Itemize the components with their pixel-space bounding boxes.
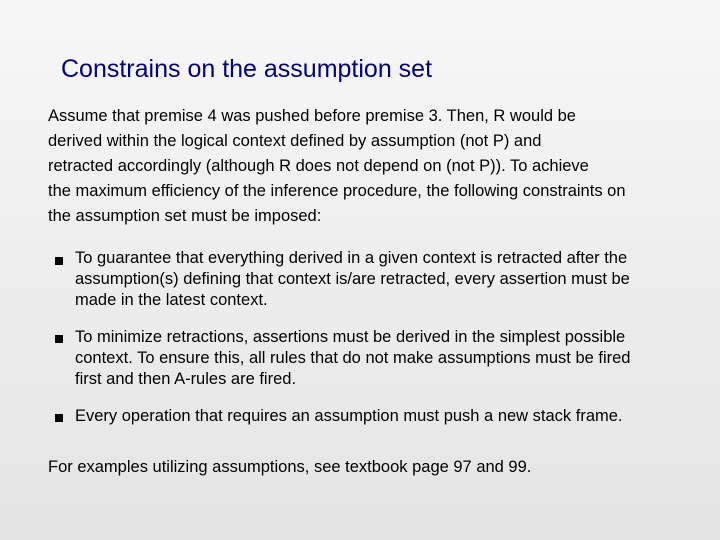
square-bullet-icon xyxy=(55,414,63,422)
footer-note: For examples utilizing assumptions, see textbook page 97 and 99. xyxy=(48,458,532,476)
intro-line: derived within the logical context defined by assumption (not P) and xyxy=(48,132,542,150)
bullet-line: first and then A-rules are fired. xyxy=(75,370,297,388)
bullet-line: To minimize retractions, assertions must be derived in the simplest possible xyxy=(75,328,626,346)
intro-line: the assumption set must be imposed: xyxy=(48,207,322,225)
bullet-text xyxy=(75,248,695,311)
bullet-text xyxy=(75,327,695,390)
bullet-line: To guarantee that everything derived in a given context is retracted after the xyxy=(75,249,628,267)
intro-line: retracted accordingly (although R does not depend on (not P)). To achieve xyxy=(48,157,589,175)
square-bullet-icon xyxy=(55,257,63,265)
bullet-line: made in the latest context. xyxy=(75,291,268,309)
slide-title: Constrains on the assumption set xyxy=(61,55,433,83)
intro-line: the maximum efficiency of the inference procedure, the following constraints on xyxy=(48,182,626,200)
bullet-line: context. To ensure this, all rules that do not make assumptions must be fired xyxy=(75,349,631,367)
bullet-line: assumption(s) defining that context is/are retracted, every assertion must be xyxy=(75,270,630,288)
bullet-text xyxy=(75,406,695,427)
intro-paragraph xyxy=(48,104,688,229)
square-bullet-icon xyxy=(55,335,63,343)
intro-line: Assume that premise 4 was pushed before premise 3. Then, R would be xyxy=(48,107,576,125)
bullet-line: Every operation that requires an assumption must push a new stack frame. xyxy=(75,407,623,425)
